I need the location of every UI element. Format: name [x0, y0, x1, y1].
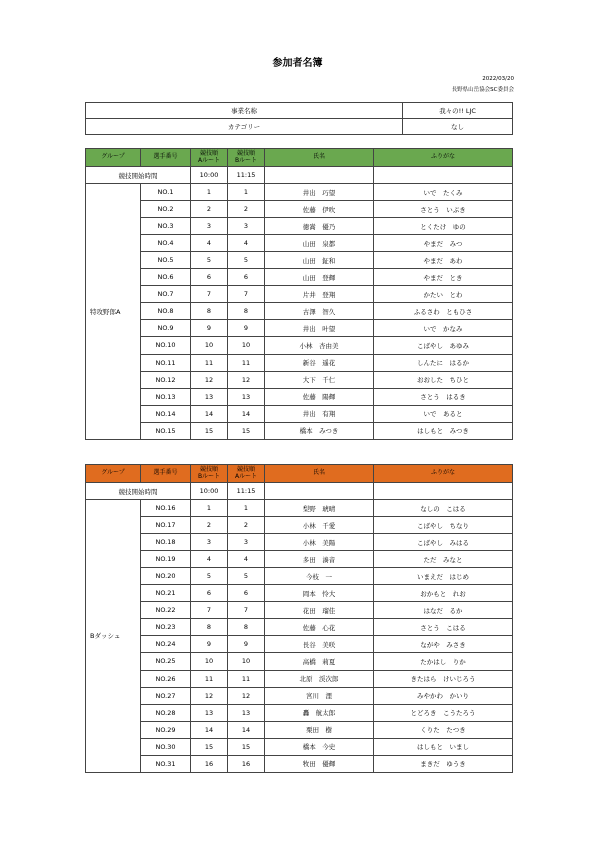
athlete-number: NO.21: [141, 585, 191, 602]
event-row: [86, 103, 513, 119]
athlete-number: NO.6: [141, 269, 191, 286]
athlete-kana: こばやし ちなり: [374, 517, 513, 534]
athlete-number: NO.4: [141, 235, 191, 252]
athlete-number: NO.11: [141, 354, 191, 371]
athlete-name: 小林 杏由美: [265, 337, 374, 354]
athlete-number: NO.14: [141, 405, 191, 422]
athlete-number: NO.25: [141, 653, 191, 670]
athlete-number: NO.22: [141, 602, 191, 619]
table-row: [86, 354, 513, 371]
order-b: 5: [228, 568, 265, 585]
athlete-kana: おおした ちひと: [374, 371, 513, 388]
table-row: [86, 422, 513, 439]
order-b: 14: [228, 405, 265, 422]
order-a: 6: [191, 585, 228, 602]
category-row: [86, 119, 513, 135]
athlete-kana: なしの こはる: [374, 500, 513, 517]
athlete-number: NO.5: [141, 252, 191, 269]
athlete-kana: たかはし りか: [374, 653, 513, 670]
header-number: 選手番号: [141, 149, 191, 167]
athlete-kana: とどろき こうたろう: [374, 704, 513, 721]
order-a: 7: [191, 602, 228, 619]
table-row: [86, 755, 513, 772]
athlete-number: NO.24: [141, 636, 191, 653]
athlete-name: 小林 千愛: [265, 517, 374, 534]
start-time-label: 競技開始時間: [86, 167, 191, 184]
order-a: 16: [191, 755, 228, 772]
order-a: 14: [191, 405, 228, 422]
order-b: 2: [228, 517, 265, 534]
order-b: 1: [228, 184, 265, 201]
athlete-kana: いまえだ はじめ: [374, 568, 513, 585]
group-name: 特攻野郎A: [86, 184, 141, 440]
start-time-a: 10:00: [191, 483, 228, 500]
order-a: 6: [191, 269, 228, 286]
roster-table-2: [85, 464, 513, 773]
header-order-b: 競技順 Bルート: [228, 149, 265, 167]
athlete-number: NO.18: [141, 534, 191, 551]
athlete-number: NO.27: [141, 687, 191, 704]
header-kana: ふりがな: [374, 149, 513, 167]
order-b: 14: [228, 721, 265, 738]
table-row: [86, 738, 513, 755]
order-a: 7: [191, 286, 228, 303]
order-a: 8: [191, 303, 228, 320]
page-title: 参加者名簿: [272, 58, 323, 69]
header-group: グループ: [86, 465, 141, 483]
header-name: 氏名: [265, 465, 374, 483]
athlete-kana: こばやし あゆみ: [374, 337, 513, 354]
athlete-name: 梨野 琥晴: [265, 500, 374, 517]
table-row: [86, 286, 513, 303]
table-row: [86, 184, 513, 201]
table-row: [86, 388, 513, 405]
athlete-kana: しんたに はるか: [374, 354, 513, 371]
organization-name: 長野県山岳協会SC委員会: [451, 87, 514, 93]
table-row: [86, 303, 513, 320]
table-row: [86, 721, 513, 738]
table-row: [86, 269, 513, 286]
order-b: 10: [228, 337, 265, 354]
athlete-kana: みやかわ かいり: [374, 687, 513, 704]
athlete-name: 山田 泉都: [265, 235, 374, 252]
order-b: 2: [228, 201, 265, 218]
order-a: 12: [191, 371, 228, 388]
athlete-number: NO.16: [141, 500, 191, 517]
start-time-b: 11:15: [228, 167, 265, 184]
event-value: 我々の!! LJC: [403, 103, 513, 119]
order-b: 6: [228, 269, 265, 286]
athlete-kana: はなだ るか: [374, 602, 513, 619]
start-time-row: [86, 483, 513, 500]
category-label: カテゴリー: [86, 119, 403, 135]
athlete-number: NO.2: [141, 201, 191, 218]
athlete-number: NO.19: [141, 551, 191, 568]
table-row: [86, 320, 513, 337]
start-time-empty: [374, 167, 513, 184]
athlete-number: NO.1: [141, 184, 191, 201]
table-row: [86, 619, 513, 636]
table-row: [86, 568, 513, 585]
athlete-number: NO.28: [141, 704, 191, 721]
athlete-name: 宮川 浬: [265, 687, 374, 704]
athlete-number: NO.20: [141, 568, 191, 585]
athlete-name: 花田 瑠佳: [265, 602, 374, 619]
order-a: 3: [191, 534, 228, 551]
table-row: [86, 371, 513, 388]
order-a: 12: [191, 687, 228, 704]
athlete-name: 牧田 優輝: [265, 755, 374, 772]
order-a: 3: [191, 218, 228, 235]
table-row: [86, 534, 513, 551]
athlete-kana: はしもと いまし: [374, 738, 513, 755]
table-row: [86, 602, 513, 619]
order-b: 12: [228, 371, 265, 388]
roster-table-1: [85, 148, 513, 440]
order-b: 3: [228, 218, 265, 235]
athlete-name: 橋本 今史: [265, 738, 374, 755]
order-a: 9: [191, 320, 228, 337]
order-b: 4: [228, 235, 265, 252]
athlete-name: 小林 美陽: [265, 534, 374, 551]
athlete-kana: おかもと れお: [374, 585, 513, 602]
athlete-number: NO.23: [141, 619, 191, 636]
athlete-number: NO.9: [141, 320, 191, 337]
order-b: 15: [228, 422, 265, 439]
athlete-number: NO.7: [141, 286, 191, 303]
athlete-kana: かたい とわ: [374, 286, 513, 303]
order-a: 11: [191, 670, 228, 687]
athlete-kana: ふるさわ ともひさ: [374, 303, 513, 320]
start-time-label: 競技開始時間: [86, 483, 191, 500]
athlete-name: 橋本 みつき: [265, 422, 374, 439]
athlete-number: NO.8: [141, 303, 191, 320]
athlete-number: NO.29: [141, 721, 191, 738]
athlete-name: 今枝 一: [265, 568, 374, 585]
athlete-name: 大下 千仁: [265, 371, 374, 388]
document-date: 2022/03/20: [482, 76, 514, 82]
order-a: 5: [191, 252, 228, 269]
athlete-name: 佐藤 陽輝: [265, 388, 374, 405]
header-order-a: 競技順 Bルート: [191, 465, 228, 483]
start-time-empty: [374, 483, 513, 500]
athlete-name: 北原 渓次郎: [265, 670, 374, 687]
athlete-kana: とくたけ ゆの: [374, 218, 513, 235]
start-time-a: 10:00: [191, 167, 228, 184]
athlete-name: 井出 巧望: [265, 184, 374, 201]
order-b: 4: [228, 551, 265, 568]
athlete-number: NO.12: [141, 371, 191, 388]
athlete-name: 山田 鉦和: [265, 252, 374, 269]
athlete-kana: ながや みさき: [374, 636, 513, 653]
order-a: 2: [191, 517, 228, 534]
athlete-kana: さとう はるき: [374, 388, 513, 405]
athlete-name: 井出 叶望: [265, 320, 374, 337]
athlete-kana: いで かなみ: [374, 320, 513, 337]
order-b: 13: [228, 704, 265, 721]
table-row: [86, 235, 513, 252]
order-b: 10: [228, 653, 265, 670]
table-row: [86, 585, 513, 602]
athlete-name: 古澤 智久: [265, 303, 374, 320]
order-b: 3: [228, 534, 265, 551]
order-b: 12: [228, 687, 265, 704]
table-row: [86, 653, 513, 670]
athlete-kana: まきだ ゆうき: [374, 755, 513, 772]
table-row: [86, 252, 513, 269]
roster-header-row: [86, 465, 513, 483]
order-a: 15: [191, 422, 228, 439]
table-row: [86, 201, 513, 218]
table-row: [86, 704, 513, 721]
order-b: 8: [228, 303, 265, 320]
athlete-number: NO.26: [141, 670, 191, 687]
athlete-kana: いで あると: [374, 405, 513, 422]
athlete-kana: くりた たつき: [374, 721, 513, 738]
athlete-name: 井出 有翔: [265, 405, 374, 422]
order-a: 15: [191, 738, 228, 755]
table-row: [86, 687, 513, 704]
order-a: 11: [191, 354, 228, 371]
order-a: 10: [191, 653, 228, 670]
header-kana: ふりがな: [374, 465, 513, 483]
table-row: [86, 337, 513, 354]
start-time-empty: [265, 167, 374, 184]
order-b: 11: [228, 354, 265, 371]
athlete-name: 片井 登翔: [265, 286, 374, 303]
athlete-kana: はしもと みつき: [374, 422, 513, 439]
header-order-b: 競技順 Aルート: [228, 465, 265, 483]
athlete-name: 轟 航太郎: [265, 704, 374, 721]
athlete-name: 栗田 樹: [265, 721, 374, 738]
athlete-number: NO.15: [141, 422, 191, 439]
athlete-name: 徳嵩 優乃: [265, 218, 374, 235]
order-b: 9: [228, 636, 265, 653]
athlete-name: 岡本 怜大: [265, 585, 374, 602]
order-a: 2: [191, 201, 228, 218]
order-a: 14: [191, 721, 228, 738]
athlete-name: 多田 湊音: [265, 551, 374, 568]
athlete-name: 山田 登輝: [265, 269, 374, 286]
athlete-kana: さとう いぶき: [374, 201, 513, 218]
order-b: 7: [228, 286, 265, 303]
athlete-kana: やまだ あわ: [374, 252, 513, 269]
order-a: 9: [191, 636, 228, 653]
athlete-name: 佐藤 心花: [265, 619, 374, 636]
athlete-kana: やまだ みつ: [374, 235, 513, 252]
athlete-name: 新谷 遥花: [265, 354, 374, 371]
athlete-kana: さとう こはる: [374, 619, 513, 636]
table-row: [86, 517, 513, 534]
order-a: 10: [191, 337, 228, 354]
athlete-number: NO.30: [141, 738, 191, 755]
athlete-name: 高橋 莉夏: [265, 653, 374, 670]
order-b: 6: [228, 585, 265, 602]
athlete-number: NO.13: [141, 388, 191, 405]
order-a: 4: [191, 235, 228, 252]
order-b: 13: [228, 388, 265, 405]
order-b: 16: [228, 755, 265, 772]
start-time-empty: [265, 483, 374, 500]
athlete-number: NO.17: [141, 517, 191, 534]
table-row: [86, 218, 513, 235]
category-value: なし: [403, 119, 513, 135]
header-order-a: 競技順 Aルート: [191, 149, 228, 167]
order-a: 13: [191, 704, 228, 721]
athlete-kana: やまだ とき: [374, 269, 513, 286]
event-info-table: [85, 102, 513, 135]
header-group: グループ: [86, 149, 141, 167]
order-a: 4: [191, 551, 228, 568]
start-time-row: [86, 167, 513, 184]
table-row: [86, 636, 513, 653]
athlete-name: 佐藤 伊吹: [265, 201, 374, 218]
order-a: 13: [191, 388, 228, 405]
order-b: 8: [228, 619, 265, 636]
order-b: 11: [228, 670, 265, 687]
order-a: 1: [191, 184, 228, 201]
athlete-number: NO.3: [141, 218, 191, 235]
header-number: 選手番号: [141, 465, 191, 483]
table-row: [86, 500, 513, 517]
group-name: Bダッシュ: [86, 500, 141, 773]
table-row: [86, 670, 513, 687]
order-b: 1: [228, 500, 265, 517]
roster-header-row: [86, 149, 513, 167]
table-row: [86, 551, 513, 568]
start-time-b: 11:15: [228, 483, 265, 500]
order-b: 7: [228, 602, 265, 619]
table-row: [86, 405, 513, 422]
athlete-kana: いで たくみ: [374, 184, 513, 201]
header-name: 氏名: [265, 149, 374, 167]
athlete-kana: ただ みなと: [374, 551, 513, 568]
order-a: 1: [191, 500, 228, 517]
order-b: 9: [228, 320, 265, 337]
event-label: 事業名称: [86, 103, 403, 119]
order-a: 5: [191, 568, 228, 585]
order-b: 5: [228, 252, 265, 269]
athlete-kana: きたはら けいじろう: [374, 670, 513, 687]
athlete-number: NO.31: [141, 755, 191, 772]
order-b: 15: [228, 738, 265, 755]
athlete-kana: こばやし みはる: [374, 534, 513, 551]
athlete-number: NO.10: [141, 337, 191, 354]
athlete-name: 長谷 美咲: [265, 636, 374, 653]
order-a: 8: [191, 619, 228, 636]
